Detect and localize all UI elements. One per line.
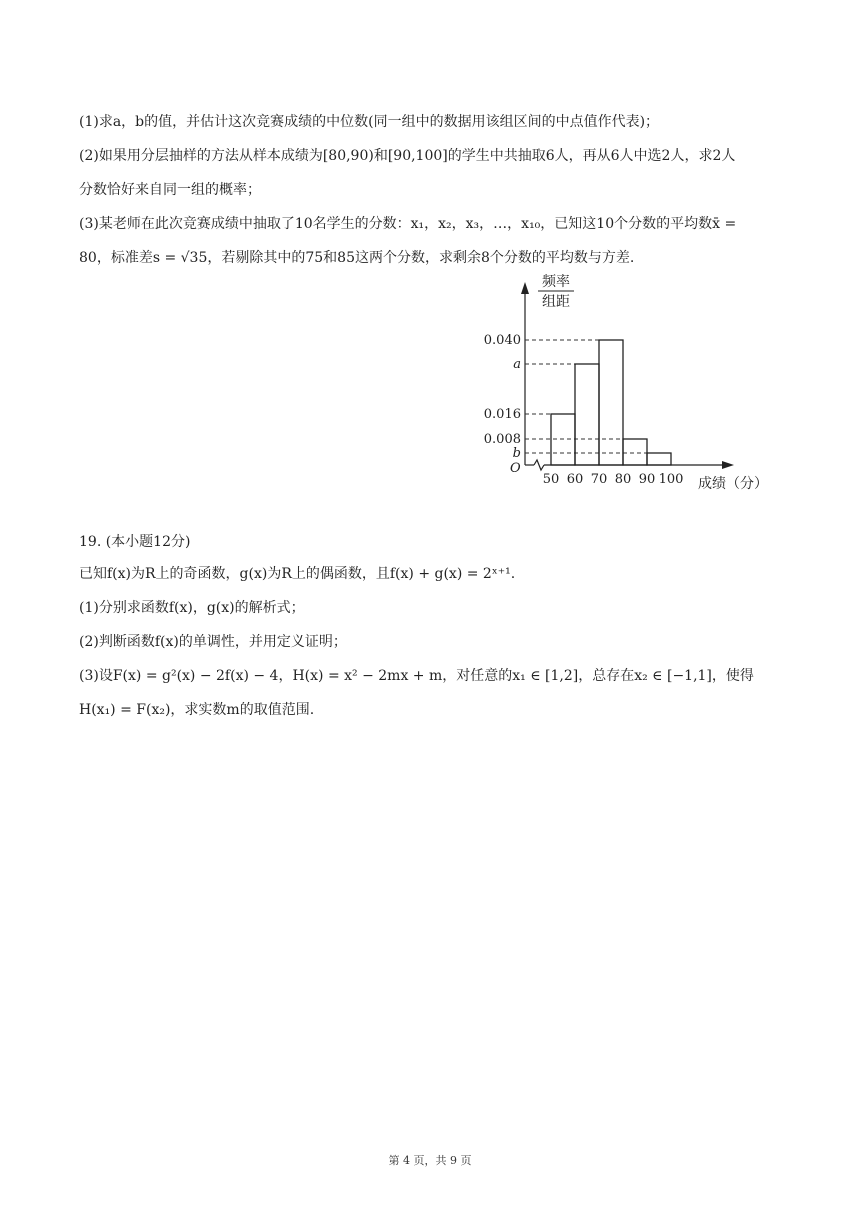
x-tick-label-60: 60: [566, 472, 584, 487]
q18-part3-line2: 80，标准差s = √35，若剔除其中的75和85这两个分数，求剩余8个分数的平均数与方差.: [79, 250, 635, 266]
x-tick-label-80: 80: [614, 472, 632, 487]
q19-part2: (2)判断函数f(x)的单调性，并用定义证明；: [79, 634, 347, 650]
x-axis-arrow: [722, 461, 734, 469]
x-tick-label-50: 50: [542, 472, 560, 487]
histogram-bar-60-70: [575, 364, 599, 465]
y-label-bottom: 组距: [542, 294, 570, 310]
q18-part2-line2: 分数恰好来自同一组的概率；: [79, 182, 261, 198]
q18-part3-line1: (3)某老师在此次竞赛成绩中抽取了10名学生的分数：x₁，x₂，x₃，…，x₁₀，已知这10个分数的平均数x̄ =: [79, 216, 737, 232]
y-tick-label-0: 0.040: [483, 333, 521, 348]
page-footer: 第 4 页，共 9 页: [388, 1154, 472, 1167]
q18-part1: (1)求a，b的值，并估计这次竞赛成绩的中位数(同一组中的数据用该组区间的中点值作代表)；: [79, 114, 660, 130]
histogram-bar-70-80: [599, 340, 623, 465]
y-tick-label-3: 0.008: [483, 432, 521, 447]
origin-label: O: [510, 461, 521, 476]
x-axis-label: 成绩（分）: [698, 476, 768, 492]
y-tick-label-2: 0.016: [483, 407, 521, 422]
axis-break-icon: [534, 460, 544, 470]
y-tick-label-4: b: [512, 446, 521, 461]
q18-part2-line1: (2)如果用分层抽样的方法从样本成绩为[80,90)和[90,100]的学生中共抽取6人，再从6人中选2人，求2人: [79, 148, 736, 164]
x-tick-label-100: 100: [658, 472, 684, 487]
q19-part3-line1: (3)设F(x) = g²(x) − 2f(x) − 4，H(x) = x² − 2mx + m，对任意的x₁ ∈ [1,2]，总存在x₂ ∈ [−1,1]，使得: [79, 668, 754, 684]
x-tick-label-90: 90: [638, 472, 656, 487]
x-tick-label-70: 70: [590, 472, 608, 487]
histogram-chart: [470, 274, 790, 500]
y-axis-arrow: [521, 282, 529, 294]
histogram-bar-80-90: [623, 439, 647, 465]
q19-part3-line2: H(x₁) = F(x₂)，求实数m的取值范围.: [79, 702, 315, 718]
y-label-top: 频率: [542, 274, 570, 290]
q19-header: 19. (本小题12分): [79, 534, 191, 550]
q19-part1: (1)分别求函数f(x)，g(x)的解析式；: [79, 600, 305, 616]
q19-stem: 已知f(x)为R上的奇函数，g(x)为R上的偶函数，且f(x) + g(x) = 2ˣ⁺¹.: [79, 566, 516, 582]
histogram-bar-90-100: [647, 453, 671, 465]
y-tick-label-1: a: [513, 357, 521, 372]
